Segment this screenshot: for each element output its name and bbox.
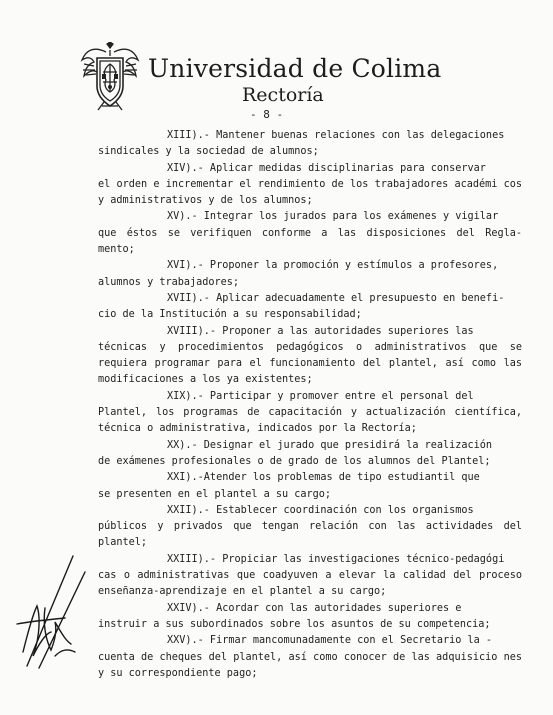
item-first-line: XVI).- Proponer la promoción y estímulos a profesores, <box>167 260 499 272</box>
item-continuation: el orden e incrementar el rendimiento de los trabajadores académi cos y administrativos y de los alumnos; <box>98 178 522 207</box>
item-continuation: técnicas y procedimientos pedagógicos o administrativos que se requiera programar para el funcionamiento del plantel, así como las modificaciones a los ya existentes; <box>98 341 522 386</box>
item-first-line: XXV).- Firmar mancomunadamente con el Secretario la - <box>167 635 493 647</box>
item-continuation: que éstos se verifiquen conforme a las disposiciones del Regla- mento; <box>98 227 522 256</box>
university-name: Universidad de Colima <box>148 54 442 83</box>
department-name: Rectoría <box>242 84 324 106</box>
item-continuation: de exámenes profesionales o de grado de los alumnos del Plantel; <box>98 455 491 467</box>
item-first-line: XV).- Integrar los jurados para los exámenes y vigilar <box>167 211 499 223</box>
article-item <box>98 633 522 682</box>
article-item <box>98 291 522 324</box>
article-item <box>98 438 522 471</box>
item-first-line: XXIV).- Acordar con las autoridades superiores e <box>167 602 462 614</box>
article-item <box>98 503 522 552</box>
article-item <box>98 389 522 438</box>
item-first-line: XVIII).- Proponer a las autoridades superiores las <box>167 325 474 337</box>
handwritten-signature <box>15 548 95 678</box>
page-number: - 8 - <box>250 108 284 121</box>
article-item <box>98 209 522 258</box>
item-first-line: XIII).- Mantener buenas relaciones con las delegaciones <box>167 130 505 141</box>
item-first-line: XX).- Designar el jurado que presidirá la realización <box>167 439 493 451</box>
article-item <box>98 601 522 634</box>
item-first-line: XIV).- Aplicar medidas disciplinarias para conservar <box>167 162 486 174</box>
item-first-line: XXII).- Establecer coordinación con los organismos <box>167 504 474 516</box>
article-item <box>98 128 522 161</box>
article-item <box>98 258 522 291</box>
article-item <box>98 161 522 210</box>
item-continuation: instruir a sus subordinados sobre los asuntos de su competencia; <box>98 618 491 630</box>
item-continuation: cuenta de cheques del plantel, así como conocer de las adquisicio nes y su correspondiente pago; <box>98 651 522 679</box>
article-item <box>98 324 522 389</box>
item-continuation: Plantel, los programas de capacitación y actualización científica, técnica o administrativa, indicados por la Rectoría; <box>98 407 522 435</box>
item-first-line: XIX).- Participar y promover entre el personal del <box>167 390 474 402</box>
document-body <box>98 128 522 682</box>
item-first-line: XVII).- Aplicar adecuadamente el presupuesto en benefi- <box>167 292 505 304</box>
article-item <box>98 552 522 601</box>
item-continuation: se presenten en el plantel a su cargo; <box>98 488 332 500</box>
item-continuation: públicos y privados que tengan relación con las actividades del plantel; <box>98 521 522 549</box>
item-first-line: XXIII).- Propiciar las investigaciones técnico-pedagógi <box>167 553 505 565</box>
item-continuation: cio de la Institución a su responsabilidad; <box>98 309 362 321</box>
item-first-line: XXI).-Atender los problemas de tipo estudiantil que <box>167 472 480 484</box>
item-continuation: alumnos y trabajadores; <box>98 276 240 288</box>
university-crest-logo <box>80 42 140 112</box>
item-continuation: sindicales y la sociedad de alumnos; <box>98 146 319 158</box>
article-item <box>98 470 522 503</box>
item-continuation: cas o administrativas que coadyuven a elevar la calidad del proceso enseñanza-aprendizaje en el plantel a su cargo; <box>98 570 522 598</box>
